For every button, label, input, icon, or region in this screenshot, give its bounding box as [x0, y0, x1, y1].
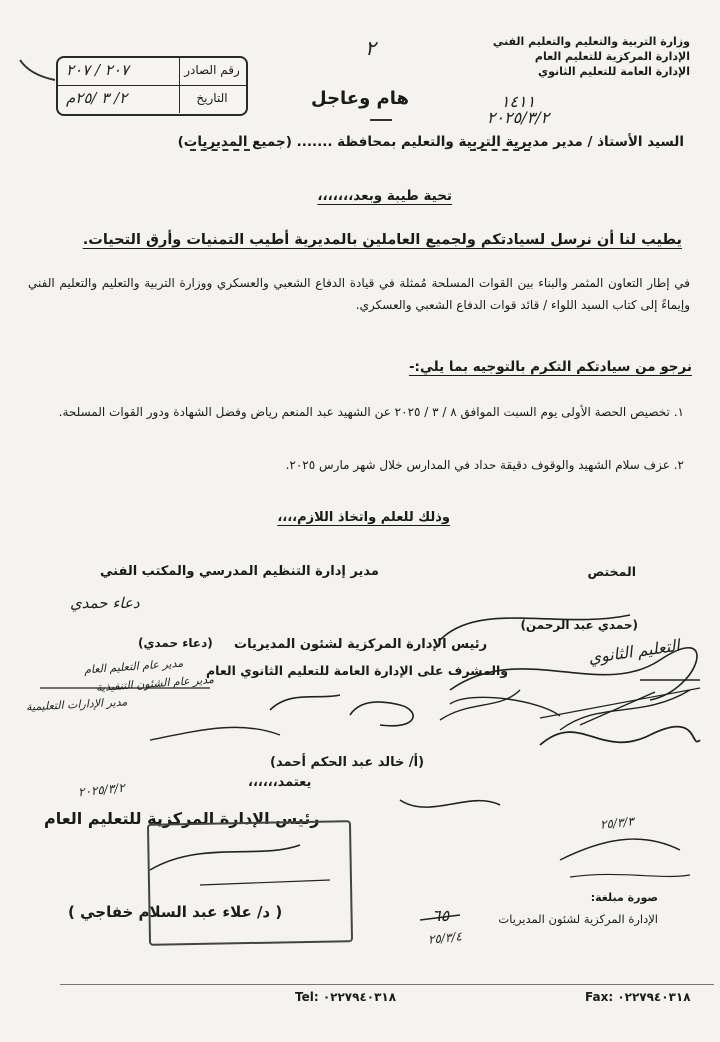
ministry-name: وزارة التربية والتعليم والتعليم الفني — [492, 35, 690, 48]
ref-number-value: ٢٠٧ / ٢٠٧ — [66, 61, 129, 79]
handwritten-number: ٦٥ — [432, 906, 450, 925]
footer-divider — [60, 984, 714, 985]
specialist-title: المختص — [587, 564, 636, 579]
incoming-number: ١٤١١ — [500, 92, 536, 111]
copy-to-recipient: الإدارة المركزية لشئون المديريات — [498, 912, 658, 926]
item-number: ٢. — [673, 458, 684, 472]
handwritten-date: ٢٠٢٥/٣/٢ — [77, 780, 126, 800]
body-paragraph: في إطار التعاون المثمر والبناء بين القوات المسلحة مُمثلة في قيادة الدفاع الشعبي والعسكري ووزارة التربية والتعليم والتعليم الفني وإيماءً إلى كتاب السيد اللواء / قائد قوات الدفاع الشعبي والعسكري. — [28, 276, 690, 312]
specialist-name: (حمدي عبد الرحمن) — [520, 618, 638, 632]
handwritten-date: ٢٥/٣/٤ — [427, 929, 463, 947]
handwritten-date: ٢٥/٣/٣ — [599, 814, 635, 832]
request-line: نرجو من سيادتكم التكرم بالتوجيه بما يلي:- — [408, 359, 692, 375]
head-general-title: رئيس الإدارة المركزية للتعليم العام — [44, 809, 320, 828]
page-marker: ٢ — [365, 36, 376, 60]
closing-line: وذلك للعلم واتخاذ اللازم،،،، — [277, 510, 450, 525]
item-text: عزف سلام الشهيد والوقوف دقيقة حداد في المدارس خلال شهر مارس ٢٠٢٥. — [285, 458, 670, 472]
general-admin-name: الإدارة العامة للتعليم الثانوي — [538, 65, 690, 78]
approver-name: ( د/ علاء عبد السلام خفاجي ) — [68, 903, 283, 921]
incoming-date: ٢٠٢٥/٣/٢ — [486, 108, 550, 127]
greeting: تحية طيبة وبعد،،،،،،، — [317, 188, 452, 204]
footer-tel: Tel: ٠٢٢٧٩٤٠٣١٨ — [295, 990, 397, 1004]
copy-to-label: صورة مبلغة: — [590, 891, 658, 904]
urgent-label: هام وعاجل — [311, 88, 409, 109]
ref-date-value: ٢/ ٣ /٢٥م — [66, 89, 128, 107]
preparer-name: (دعاء حمدي) — [138, 636, 213, 650]
addressee-line: السيد الأستاذ / مدير مديرية التربية والتعليم بمحافظة ....... (جميع المديريات) — [177, 134, 684, 150]
handwritten-note: مدير الإدارات التعليمية — [25, 695, 128, 714]
item-number: ١. — [673, 405, 684, 419]
handwritten-preparer: دعاء حمدي — [70, 594, 140, 612]
handwritten-note: التعليم الثانوي — [587, 635, 681, 668]
footer-fax: Fax: ٠٢٢٧٩٤٠٣١٨ — [585, 990, 691, 1004]
approved-label: يعتمد،،،،،، — [248, 775, 312, 790]
supervisor-title: والمشرف على الإدارة العامة للتعليم الثانوي العام — [206, 663, 509, 678]
head-directorates-title: رئيس الإدارة المركزية لشئون المديريات — [234, 637, 488, 652]
item-text: تخصيص الحصة الأولى يوم السبت الموافق ٨ / ٣ / ٢٠٢٥ عن الشهيد عبد المنعم رياض وفضل الشهادة ودور القوات المسلحة. — [58, 405, 670, 419]
central-admin-name: الإدارة المركزية للتعليم العام — [534, 50, 690, 63]
handwritten-note: مدير عام الشئون التنفيذية — [95, 672, 215, 695]
ref-date-label: التاريخ — [196, 91, 228, 105]
wishes-line: يطيب لنا أن نرسل لسيادتكم ولجميع العاملين بالمديرية أطيب التمنيات وأرق التحيات. — [82, 232, 682, 248]
official-name: (أ/ خالد عبد الحكم أحمد) — [270, 755, 425, 770]
handwritten-note: مدير عام التعليم العام — [83, 656, 184, 677]
director-title: مدير إدارة التنظيم المدرسي والمكتب الفني — [100, 564, 379, 579]
ref-number-label: رقم الصادر — [184, 63, 240, 77]
